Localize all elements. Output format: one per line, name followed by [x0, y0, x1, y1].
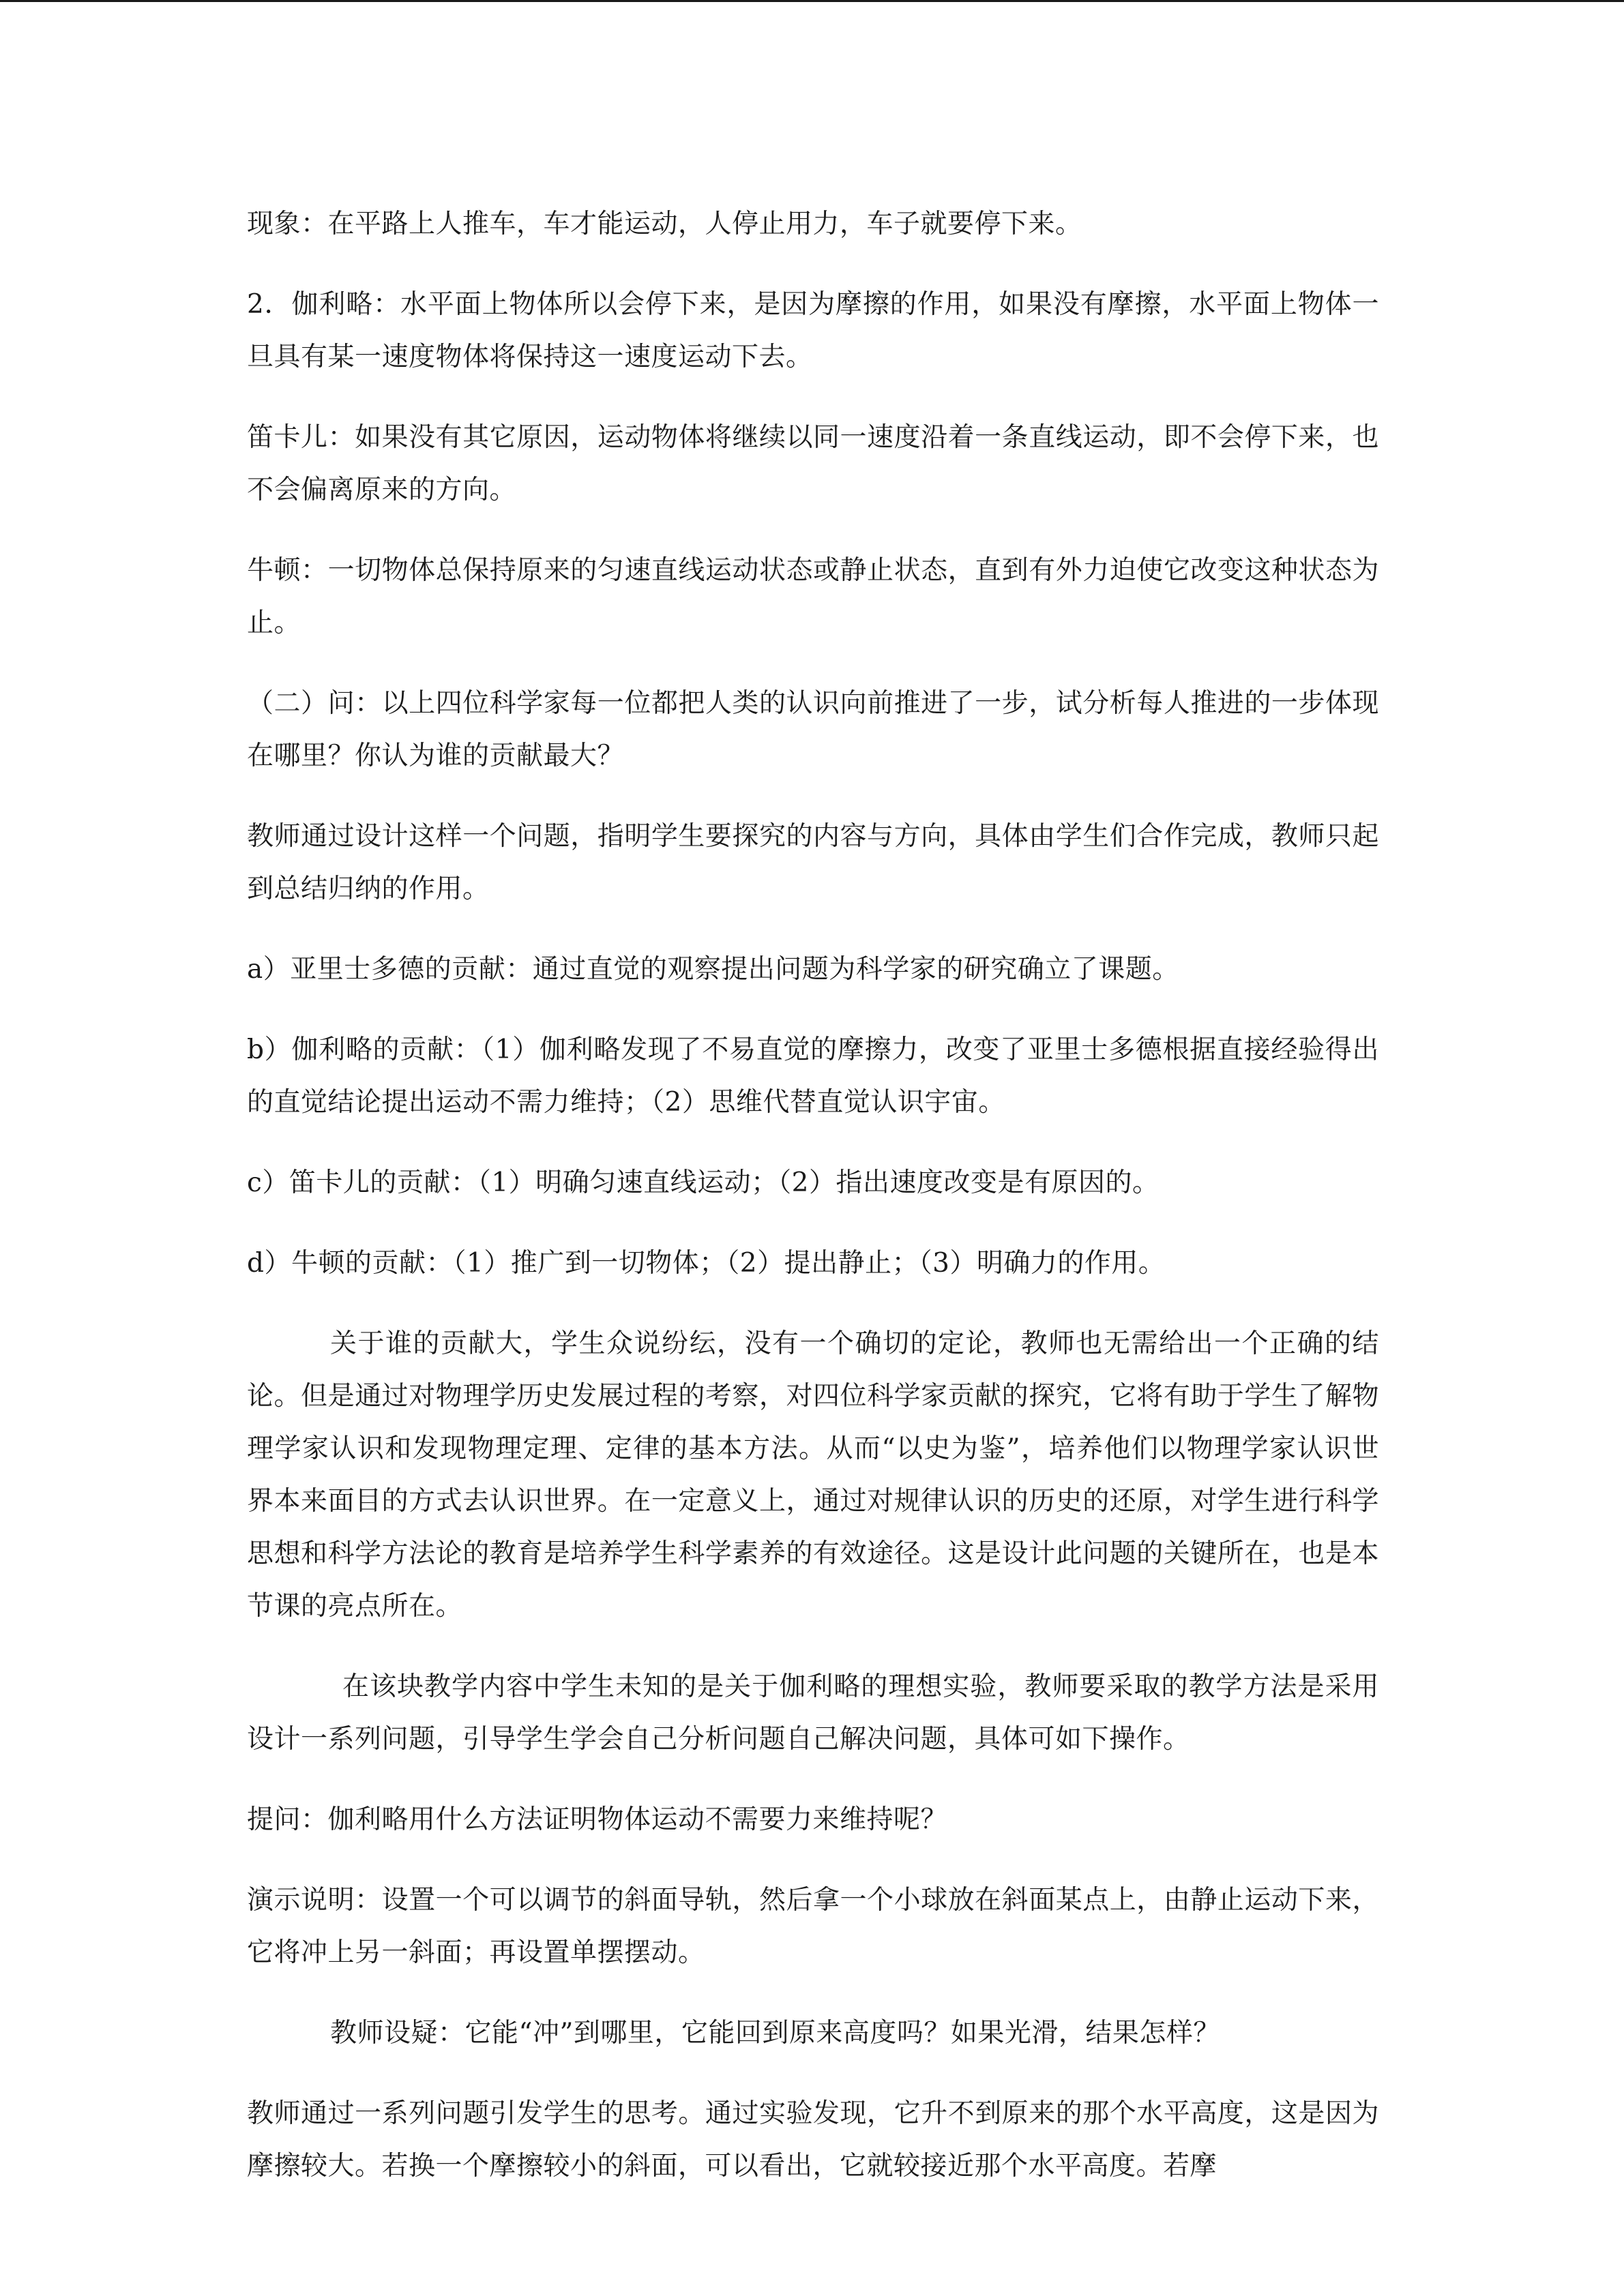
- paragraph-question-two: （二）问：以上四位科学家每一位都把人类的认识向前推进了一步，试分析每人推进的一步体现在哪里？你认为谁的贡献最大？: [247, 688, 1379, 771]
- page-top-border: [0, 0, 1624, 2]
- paragraph-teacher-design: 教师通过设计这样一个问题，指明学生要探究的内容与方向，具体由学生们合作完成，教师只起到总结归纳的作用。: [247, 821, 1379, 904]
- paragraph-contribution-b: b）伽利略的贡献：（1）伽利略发现了不易直觉的摩擦力，改变了亚里士多德根据直接经验得出的直觉结论提出运动不需力维持；（2）思维代替直觉认识宇宙。: [247, 1034, 1379, 1118]
- paragraph-question-prompt: 提问：伽利略用什么方法证明物体运动不需要力来维持呢？: [247, 1804, 948, 1835]
- paragraph-demonstration: 演示说明：设置一个可以调节的斜面导轨，然后拿一个小球放在斜面某点上，由静止运动下来，它将冲上另一斜面；再设置单摆摆动。: [247, 1885, 1379, 1968]
- document-page-body: [247, 198, 1379, 2192]
- paragraph-galileo: 2．伽利略：水平面上物体所以会停下来，是因为摩擦的作用，如果没有摩擦，水平面上物体一旦具有某一速度物体将保持这一速度运动下去。: [247, 289, 1379, 372]
- paragraph-descartes: 笛卡儿：如果没有其它原因，运动物体将继续以同一速度沿着一条直线运动，即不会停下来，也不会偏离原来的方向。: [247, 422, 1379, 505]
- paragraph-newton: 牛顿：一切物体总保持原来的匀速直线运动状态或静止状态，直到有外力迫使它改变这种状态为止。: [247, 555, 1379, 638]
- paragraph-phenomenon: 现象：在平路上人推车，车才能运动，人停止用力，车子就要停下来。: [247, 209, 1082, 239]
- paragraph-contribution-c: c）笛卡儿的贡献：（1）明确匀速直线运动；（2）指出速度改变是有原因的。: [247, 1167, 1160, 1198]
- paragraph-teaching-method: 在该块教学内容中学生未知的是关于伽利略的理想实验，教师要采取的教学方法是采用设计一系列问题，引导学生学会自己分析问题自己解决问题，具体可如下操作。: [247, 1671, 1379, 1755]
- paragraph-discussion: 关于谁的贡献大，学生众说纷纭，没有一个确切的定论，教师也无需给出一个正确的结论。但是通过对物理学历史发展过程的考察，对四位科学家贡献的探究，它将有助于学生了解物理学家认识和发现物理定理、定律的基本方法。从而“以史为鉴”，培养他们以物理学家认识世界本来面目的方式去认识世界。在一定意义上，通过对规律认识的历史的还原，对学生进行科学思想和科学方法论的教育是培养学生科学素养的有效途径。这是设计此问题的关键所在，也是本节课的亮点所在。: [247, 1328, 1379, 1622]
- paragraph-teacher-question: 教师设疑：它能“冲”到哪里，它能回到原来高度吗？如果光滑，结果怎样？: [330, 2018, 1220, 2048]
- paragraph-contribution-a: a）亚里士多德的贡献：通过直觉的观察提出问题为科学家的研究确立了课题。: [247, 954, 1179, 985]
- paragraph-experiment-summary: 教师通过一系列问题引发学生的思考。通过实验发现，它升不到原来的那个水平高度，这是因为摩擦较大。若换一个摩擦较小的斜面，可以看出，它就较接近那个水平高度。若摩: [247, 2098, 1379, 2181]
- paragraph-contribution-d: d）牛顿的贡献：（1）推广到一切物体；（2）提出静止；（3）明确力的作用。: [247, 1248, 1166, 1279]
